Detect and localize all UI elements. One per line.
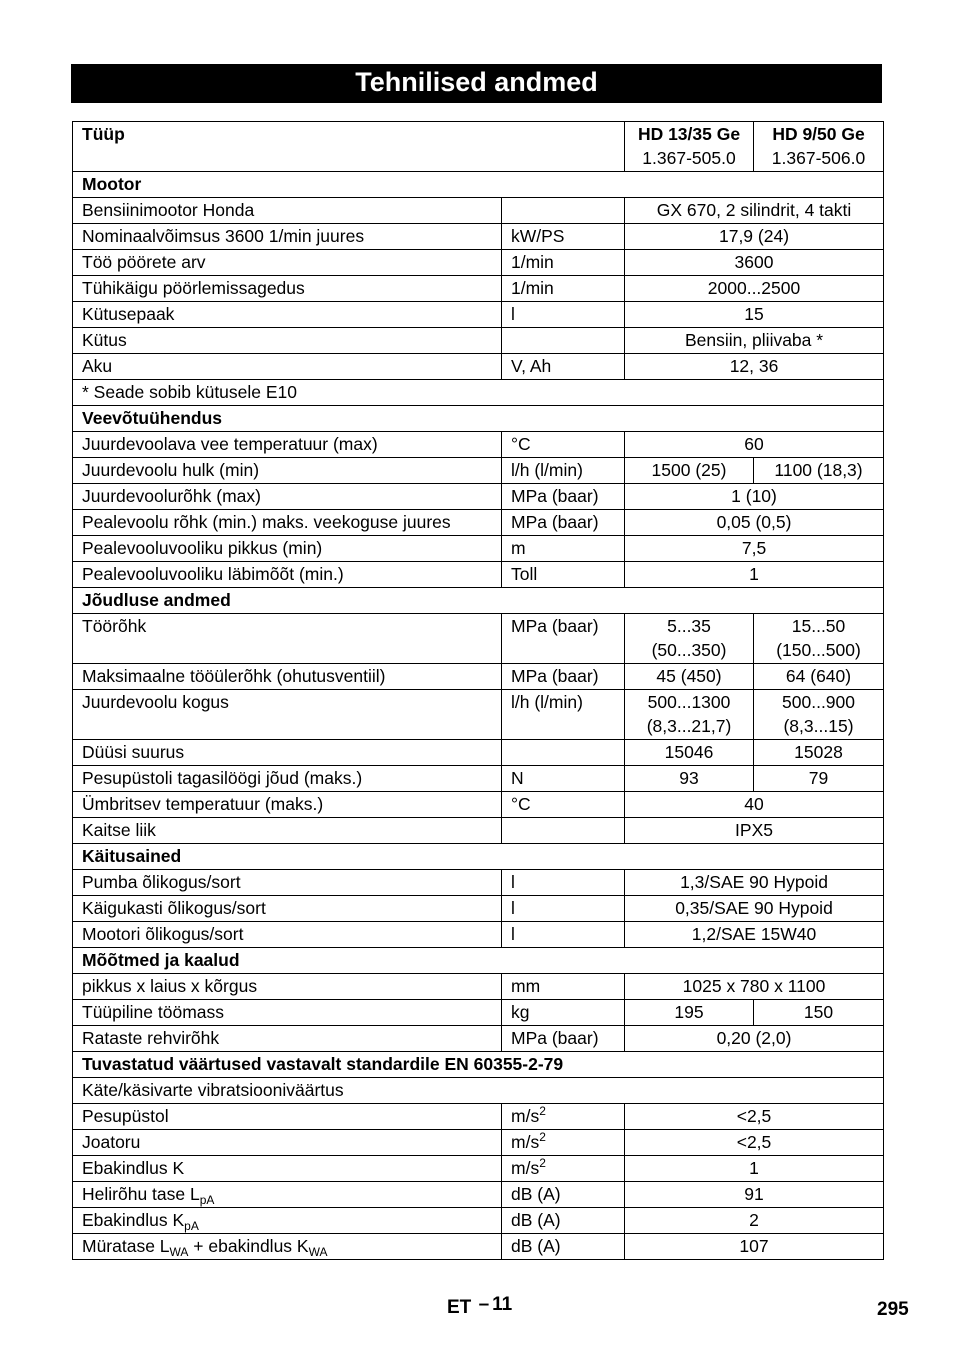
row-label [73,974,502,1000]
spec-table [72,121,884,1260]
row-label [73,250,502,276]
row-label [73,510,502,536]
row-label-text: Töörõhk [82,616,147,636]
row-unit-sup: 2 [539,1156,546,1170]
row-value-both: 0,20 (2,0) [625,1026,884,1052]
row-value-both: 107 [625,1234,884,1260]
row-unit-text: MPa (baar) [511,1028,599,1048]
row-value-model-1 [625,614,754,664]
row-label [73,870,502,896]
value-line: 15046 [664,742,714,762]
row-unit [502,250,625,276]
row-unit [502,1104,625,1130]
row-unit [502,664,625,690]
value-line: (8,3...21,7) [646,716,732,736]
row-value-model-2 [754,766,884,792]
row-value-both: IPX5 [625,818,884,844]
row-unit [502,740,625,766]
row-label-text: Ebakindlus K [82,1210,185,1230]
row-label-text: Düüsi suurus [82,742,185,762]
row-label-sub: WA [308,1245,328,1259]
row-value-both: 1 [625,562,884,588]
value-line: 5...35 [667,616,711,636]
table-row [73,1156,884,1182]
row-unit-text: mm [511,976,541,996]
row-label-text: Pumba õlikogus/sort [82,872,241,892]
value-line: 93 [679,768,699,788]
row-unit-text: MPa (baar) [511,666,599,686]
row-value-model-2 [754,690,884,740]
row-value-model-1 [625,664,754,690]
row-unit [502,224,625,250]
table-row [73,740,884,766]
row-unit [502,766,625,792]
table-row [73,302,884,328]
row-value-both: 1025 x 780 x 1100 [625,974,884,1000]
row-unit-text: 1/min [511,278,554,298]
row-label-text: Juurdevoolurõhk (max) [82,486,261,506]
row-label [73,1182,502,1208]
row-value-both: 15 [625,302,884,328]
value-line: (150...500) [776,640,861,660]
row-value-model-2 [754,740,884,766]
model-2-header [754,122,884,172]
row-unit [502,536,625,562]
row-unit [502,818,625,844]
value-line: 150 [803,1002,834,1022]
row-unit-text: MPa (baar) [511,486,599,506]
row-unit-text: N [511,768,524,788]
row-value-model-1 [625,1000,754,1026]
value-line: 15...50 [791,616,846,636]
row-unit [502,354,625,380]
row-label [73,354,502,380]
table-row [73,484,884,510]
row-label [73,1104,502,1130]
page-title: Tehnilised andmed [71,64,882,103]
row-unit-sup: 2 [539,1104,546,1118]
table-row [73,250,884,276]
table-row [73,1182,884,1208]
table-row [73,1234,884,1260]
row-unit [502,614,625,664]
row-value-model-1 [625,458,754,484]
row-unit-text: l [511,872,515,892]
table-row [73,458,884,484]
row-unit [502,922,625,948]
row-label [73,740,502,766]
row-unit-text: kW/PS [511,226,565,246]
row-label [73,818,502,844]
row-value-both: 1 [625,1156,884,1182]
row-label-text: Ebakindlus K [82,1158,185,1178]
row-label [73,896,502,922]
value-line: (50...350) [651,640,727,660]
row-value-both: Bensiin, pliivaba * [625,328,884,354]
table-row [73,432,884,458]
row-unit-text: m/s [511,1106,540,1126]
row-unit-text: °C [511,434,531,454]
row-label [73,562,502,588]
row-unit [502,792,625,818]
row-unit [502,870,625,896]
page-number: 295 [877,1299,909,1320]
row-value-both: <2,5 [625,1130,884,1156]
row-label-text: Bensiinimootor Honda [82,200,255,220]
row-value-both: 2 [625,1208,884,1234]
table-row [73,224,884,250]
row-value-both: 7,5 [625,536,884,562]
row-unit-text: l [511,898,515,918]
row-unit-text: m/s [511,1132,540,1152]
model-1-header [625,122,754,172]
row-unit [502,1208,625,1234]
row-label [73,484,502,510]
table-row [73,1104,884,1130]
table-row [73,276,884,302]
row-label [73,224,502,250]
row-unit-text: 1/min [511,252,554,272]
row-value-model-1 [625,740,754,766]
row-label [73,276,502,302]
row-label [73,1156,502,1182]
row-label [73,1234,502,1260]
section-row [73,844,884,870]
row-label-sub: pA [199,1193,215,1207]
row-label [73,1000,502,1026]
row-label-mid: + ebakindlus K [188,1236,309,1256]
row-label-text: Kütus [82,330,127,350]
table-row [73,198,884,224]
row-value-both: 1,3/SAE 90 Hypoid [625,870,884,896]
value-line: 195 [674,1002,704,1022]
row-label-text: pikkus x laius x kõrgus [82,976,258,996]
row-label [73,458,502,484]
row-unit [502,1234,625,1260]
table-row [73,1208,884,1234]
table-row [73,354,884,380]
row-label-text: Tühikäigu pöörlemissagedus [82,278,305,298]
row-unit [502,690,625,740]
row-unit [502,1130,625,1156]
row-label-text: Ümbritsev temperatuur (maks.) [82,794,324,814]
row-label [73,922,502,948]
row-value-both: 1,2/SAE 15W40 [625,922,884,948]
footer-lang: ET [447,1297,472,1318]
section-heading: Jõudluse andmed [73,588,884,614]
row-label-text: Maksimaalne tööülerõhk (ohutusventiil) [82,666,386,686]
row-unit [502,562,625,588]
table-row [73,1000,884,1026]
row-unit-text: MPa (baar) [511,616,599,636]
row-label [73,664,502,690]
row-label-text: Rataste rehvirõhk [82,1028,220,1048]
row-label-text: Nominaalvõimsus 3600 1/min juures [82,226,365,246]
row-label-text: Joatoru [82,1132,141,1152]
table-row [73,328,884,354]
note-row [73,380,884,406]
note-row [73,1078,884,1104]
row-unit [502,1026,625,1052]
row-unit [502,484,625,510]
row-label-text: Aku [82,356,113,376]
value-line: 45 (450) [656,666,722,686]
row-label [73,690,502,740]
row-value-both: 0,35/SAE 90 Hypoid [625,896,884,922]
table-row [73,614,884,664]
row-value-model-2 [754,458,884,484]
section-row [73,172,884,198]
section-row [73,948,884,974]
row-label-text: Juurdevoolava vee temperatuur (max) [82,434,378,454]
row-value-model-1 [625,766,754,792]
row-label-text: Pealevooluvooliku läbimõõt (min.) [82,564,344,584]
row-value-model-2 [754,664,884,690]
row-label [73,792,502,818]
row-unit-text: kg [511,1002,530,1022]
table-row [73,896,884,922]
row-label-text: Kütusepaak [82,304,175,324]
row-label-sub: pA [184,1219,199,1233]
row-unit-text: dB (A) [511,1236,561,1256]
row-label-text: Töö pöörete arv [82,252,206,272]
row-label-text: Pealevoolu rõhk (min.) maks. veekoguse juures [82,512,451,532]
table-row [73,664,884,690]
row-value-both: 2000...2500 [625,276,884,302]
row-label-text: Pesupüstol [82,1106,169,1126]
row-label-text: Pealevooluvooliku pikkus (min) [82,538,323,558]
row-unit-text: l [511,304,515,324]
footer-lang-page [447,1294,513,1319]
row-value-both: GX 670, 2 silindrit, 4 takti [625,198,884,224]
table-row [73,562,884,588]
row-unit-text: m/s [511,1158,540,1178]
model-2-code: 1.367-506.0 [771,148,866,168]
row-value-both: 91 [625,1182,884,1208]
row-label [73,198,502,224]
row-unit [502,510,625,536]
row-label-text: Juurdevoolu hulk (min) [82,460,260,480]
row-value-both: <2,5 [625,1104,884,1130]
section-row [73,1052,884,1078]
row-value-both: 3600 [625,250,884,276]
table-row [73,792,884,818]
value-line: 1100 (18,3) [774,460,863,480]
row-label-text: Müratase L [82,1236,170,1256]
row-unit-sup: 2 [539,1130,546,1144]
row-label [73,328,502,354]
row-unit-text: MPa (baar) [511,512,599,532]
value-line: 64 (640) [785,666,852,686]
value-line: 500...1300 [647,692,731,712]
row-label [73,536,502,562]
section-heading: Mootor [73,172,884,198]
row-unit-text: l/h (l/min) [511,692,583,712]
row-label [73,766,502,792]
row-value-both: 12, 36 [625,354,884,380]
row-label-text: Mootori õlikogus/sort [82,924,244,944]
table-row [73,974,884,1000]
row-unit-text: Toll [511,564,538,584]
table-row [73,1026,884,1052]
table-row [73,510,884,536]
row-unit-text: m [511,538,526,558]
row-unit [502,1000,625,1026]
row-label-text: Helirõhu tase L [82,1184,200,1204]
value-line: 79 [808,768,829,788]
row-label-text: Tüüpiline töömass [82,1002,225,1022]
row-value-both: 0,05 (0,5) [625,510,884,536]
row-label [73,1026,502,1052]
row-label [73,1208,502,1234]
row-unit [502,458,625,484]
value-line: 500...900 [782,692,855,712]
row-unit [502,328,625,354]
row-unit-text: dB (A) [511,1210,561,1230]
row-label-text: Juurdevoolu kogus [82,692,229,712]
section-heading: Käitusained [73,844,884,870]
note-text: * Seade sobib kütusele E10 [73,380,884,406]
row-unit [502,276,625,302]
model-1-code: 1.367-505.0 [642,148,736,168]
section-row [73,406,884,432]
section-heading: Veevõtuühendus [73,406,884,432]
note-text: Käte/käsivarte vibratsiooniväärtus [73,1078,884,1104]
row-unit-text: V, Ah [511,356,552,376]
footer-dash: – [478,1294,490,1315]
model-2-name: HD 9/50 Ge [772,124,865,144]
value-line: (8,3...15) [783,716,854,736]
row-unit [502,198,625,224]
section-heading: Tuvastatud väärtused vastavalt standardile EN 60355-2-79 [73,1052,884,1078]
row-label-text: Pesupüstoli tagasilöögi jõud (maks.) [82,768,363,788]
row-value-both: 17,9 (24) [625,224,884,250]
row-unit [502,1156,625,1182]
row-value-model-2 [754,1000,884,1026]
row-value-model-2 [754,614,884,664]
model-1-name: HD 13/35 Ge [637,124,741,144]
row-value-both: 40 [625,792,884,818]
table-row [73,818,884,844]
row-unit [502,896,625,922]
row-unit [502,302,625,328]
row-unit-text: °C [511,794,531,814]
row-unit-text: dB (A) [511,1184,561,1204]
table-header-row [73,122,884,172]
row-label [73,614,502,664]
row-value-model-1 [625,690,754,740]
row-unit [502,974,625,1000]
table-row [73,1130,884,1156]
row-label-sub: WA [169,1245,189,1259]
row-unit [502,432,625,458]
row-unit-text: l/h (l/min) [511,460,583,480]
row-unit [502,1182,625,1208]
section-heading: Mõõtmed ja kaalud [73,948,884,974]
row-label [73,302,502,328]
row-unit-text: l [511,924,515,944]
table-row [73,766,884,792]
type-label: Tüüp [73,122,625,172]
row-label-text: Käigukasti õlikogus/sort [82,898,266,918]
value-line: 15028 [794,742,843,762]
row-value-both: 1 (10) [625,484,884,510]
section-row [73,588,884,614]
row-label [73,1130,502,1156]
value-line: 1500 (25) [651,460,727,480]
row-label-text: Kaitse liik [82,820,156,840]
row-value-both: 60 [625,432,884,458]
row-label [73,432,502,458]
table-row [73,922,884,948]
table-row [73,690,884,740]
table-row [73,536,884,562]
footer-local-page: 11 [492,1294,513,1315]
table-row [73,870,884,896]
